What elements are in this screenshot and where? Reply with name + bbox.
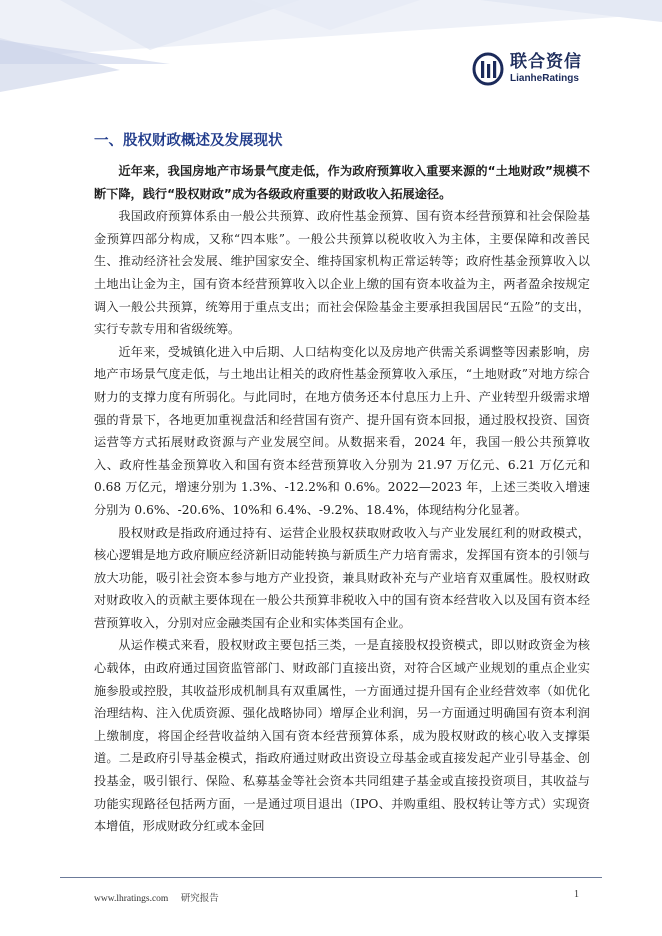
brand-name-en: LianheRatings <box>510 73 579 84</box>
brand-name-cn: 联合资信 <box>510 52 582 72</box>
body-paragraph: 近年来，受城镇化进入中后期、人口结构变化以及房地产供需关系调整等因素影响，房地产市场景气度走低，与土地出让相关的政府性基金预算收入承压，“土地财政”对地方综合财力的支撑力度有所弱化。与此同时，在地方债务还本付息压力上升、产业转型升级需求增强的背景下，各地更加重视盘活和经营国有资产、提升国有资本回报，通过股权投资、国资运营等方式拓展财政资源与产业发展空间。从数据来看，2024 年，我国一般公共预算收入、政府性基金预算收入和国有资本经营预算收入分别为 21.97 万亿元、6.21 万亿元和 0.68 万亿元，增速分别为 1.3%、-12.2%和 0.6%。2022—2023 年，上述三类收入增速分别为 0.6%、-20.6%、10%和 6.4%、-9.2%、18.4%，体现结构分化显著。 <box>94 344 590 517</box>
brand-logo <box>472 52 582 86</box>
body-paragraph: 我国政府预算体系由一般公共预算、政府性基金预算、国有资本经营预算和社会保险基金预算四部分构成，又称“四本账”。一般公共预算以税收收入为主体，主要保障和改善民生、推动经济社会发展、维护国家安全、维持国家机构正常运转等；政府性基金预算收入以土地出让金为主，国有资本经营预算收入以企业上缴的国有资本收益为主，两者盈余按规定调入一般公共预算，统筹用于重点支出；而社会保险基金主要承担我国居民“五险”的支出，实行专款专用和省级统筹。 <box>94 209 590 337</box>
lianhe-logo-icon <box>472 52 504 86</box>
body-paragraph: 股权财政是指政府通过持有、运营企业股权获取财政收入与产业发展红利的财政模式，核心逻辑是地方政府顺应经济新旧动能转换与新质生产力培育需求，发挥国有资本的引领与放大功能，吸引社会资本参与地方产业投资，兼具财政补充与产业培育双重属性。股权财政对财政收入的贡献主要体现在一般公共预算非税收入中的国有资本经营收入以及国有资本经营预算收入，分别对应金融类国有企业和实体类国有企业。 <box>94 525 590 630</box>
section-title: 一、股权财政概述及发展现状 <box>94 133 283 149</box>
lead-paragraph: 近年来，我国房地产市场景气度走低，作为政府预算收入重要来源的“土地财政”规模不断下降，践行“股权财政”成为各级政府重要的财政收入拓展途径。 <box>94 164 590 201</box>
page-number: 1 <box>574 889 579 900</box>
footer-website-link[interactable]: www.lhratings.com <box>94 894 169 904</box>
body-paragraph: 从运作模式来看，股权财政主要包括三类，一是直接股权投资模式，即以财政资金为核心载体，由政府通过国资监管部门、财政部门直接出资，对符合区域产业规划的重点企业实施参股或控股，其收益形成机制具有双重属性，一方面通过提升国有企业经营效率（如优化治理结构、注入优质资源、强化战略协同）增厚企业利润，另一方面通过明确国有资本利润上缴制度，将国企经营收益纳入国有资本经营预算体系，成为股权财政的核心收入支撑渠道。二是政府引导基金模式，指政府通过财政出资设立母基金或直接发起产业引导基金、创投基金，吸引银行、保险、私募基金等社会资本共同组建子基金或直接投资项目，其收益与功能实现路径包括两方面，一是通过项目退出（IPO、并购重组、股权转让等方式）实现资本增值，形成财政分红或本金回 <box>94 638 590 834</box>
document-body <box>94 160 590 838</box>
footer-divider <box>60 877 602 878</box>
footer-info <box>94 890 219 904</box>
footer-doc-type: 研究报告 <box>180 894 219 904</box>
